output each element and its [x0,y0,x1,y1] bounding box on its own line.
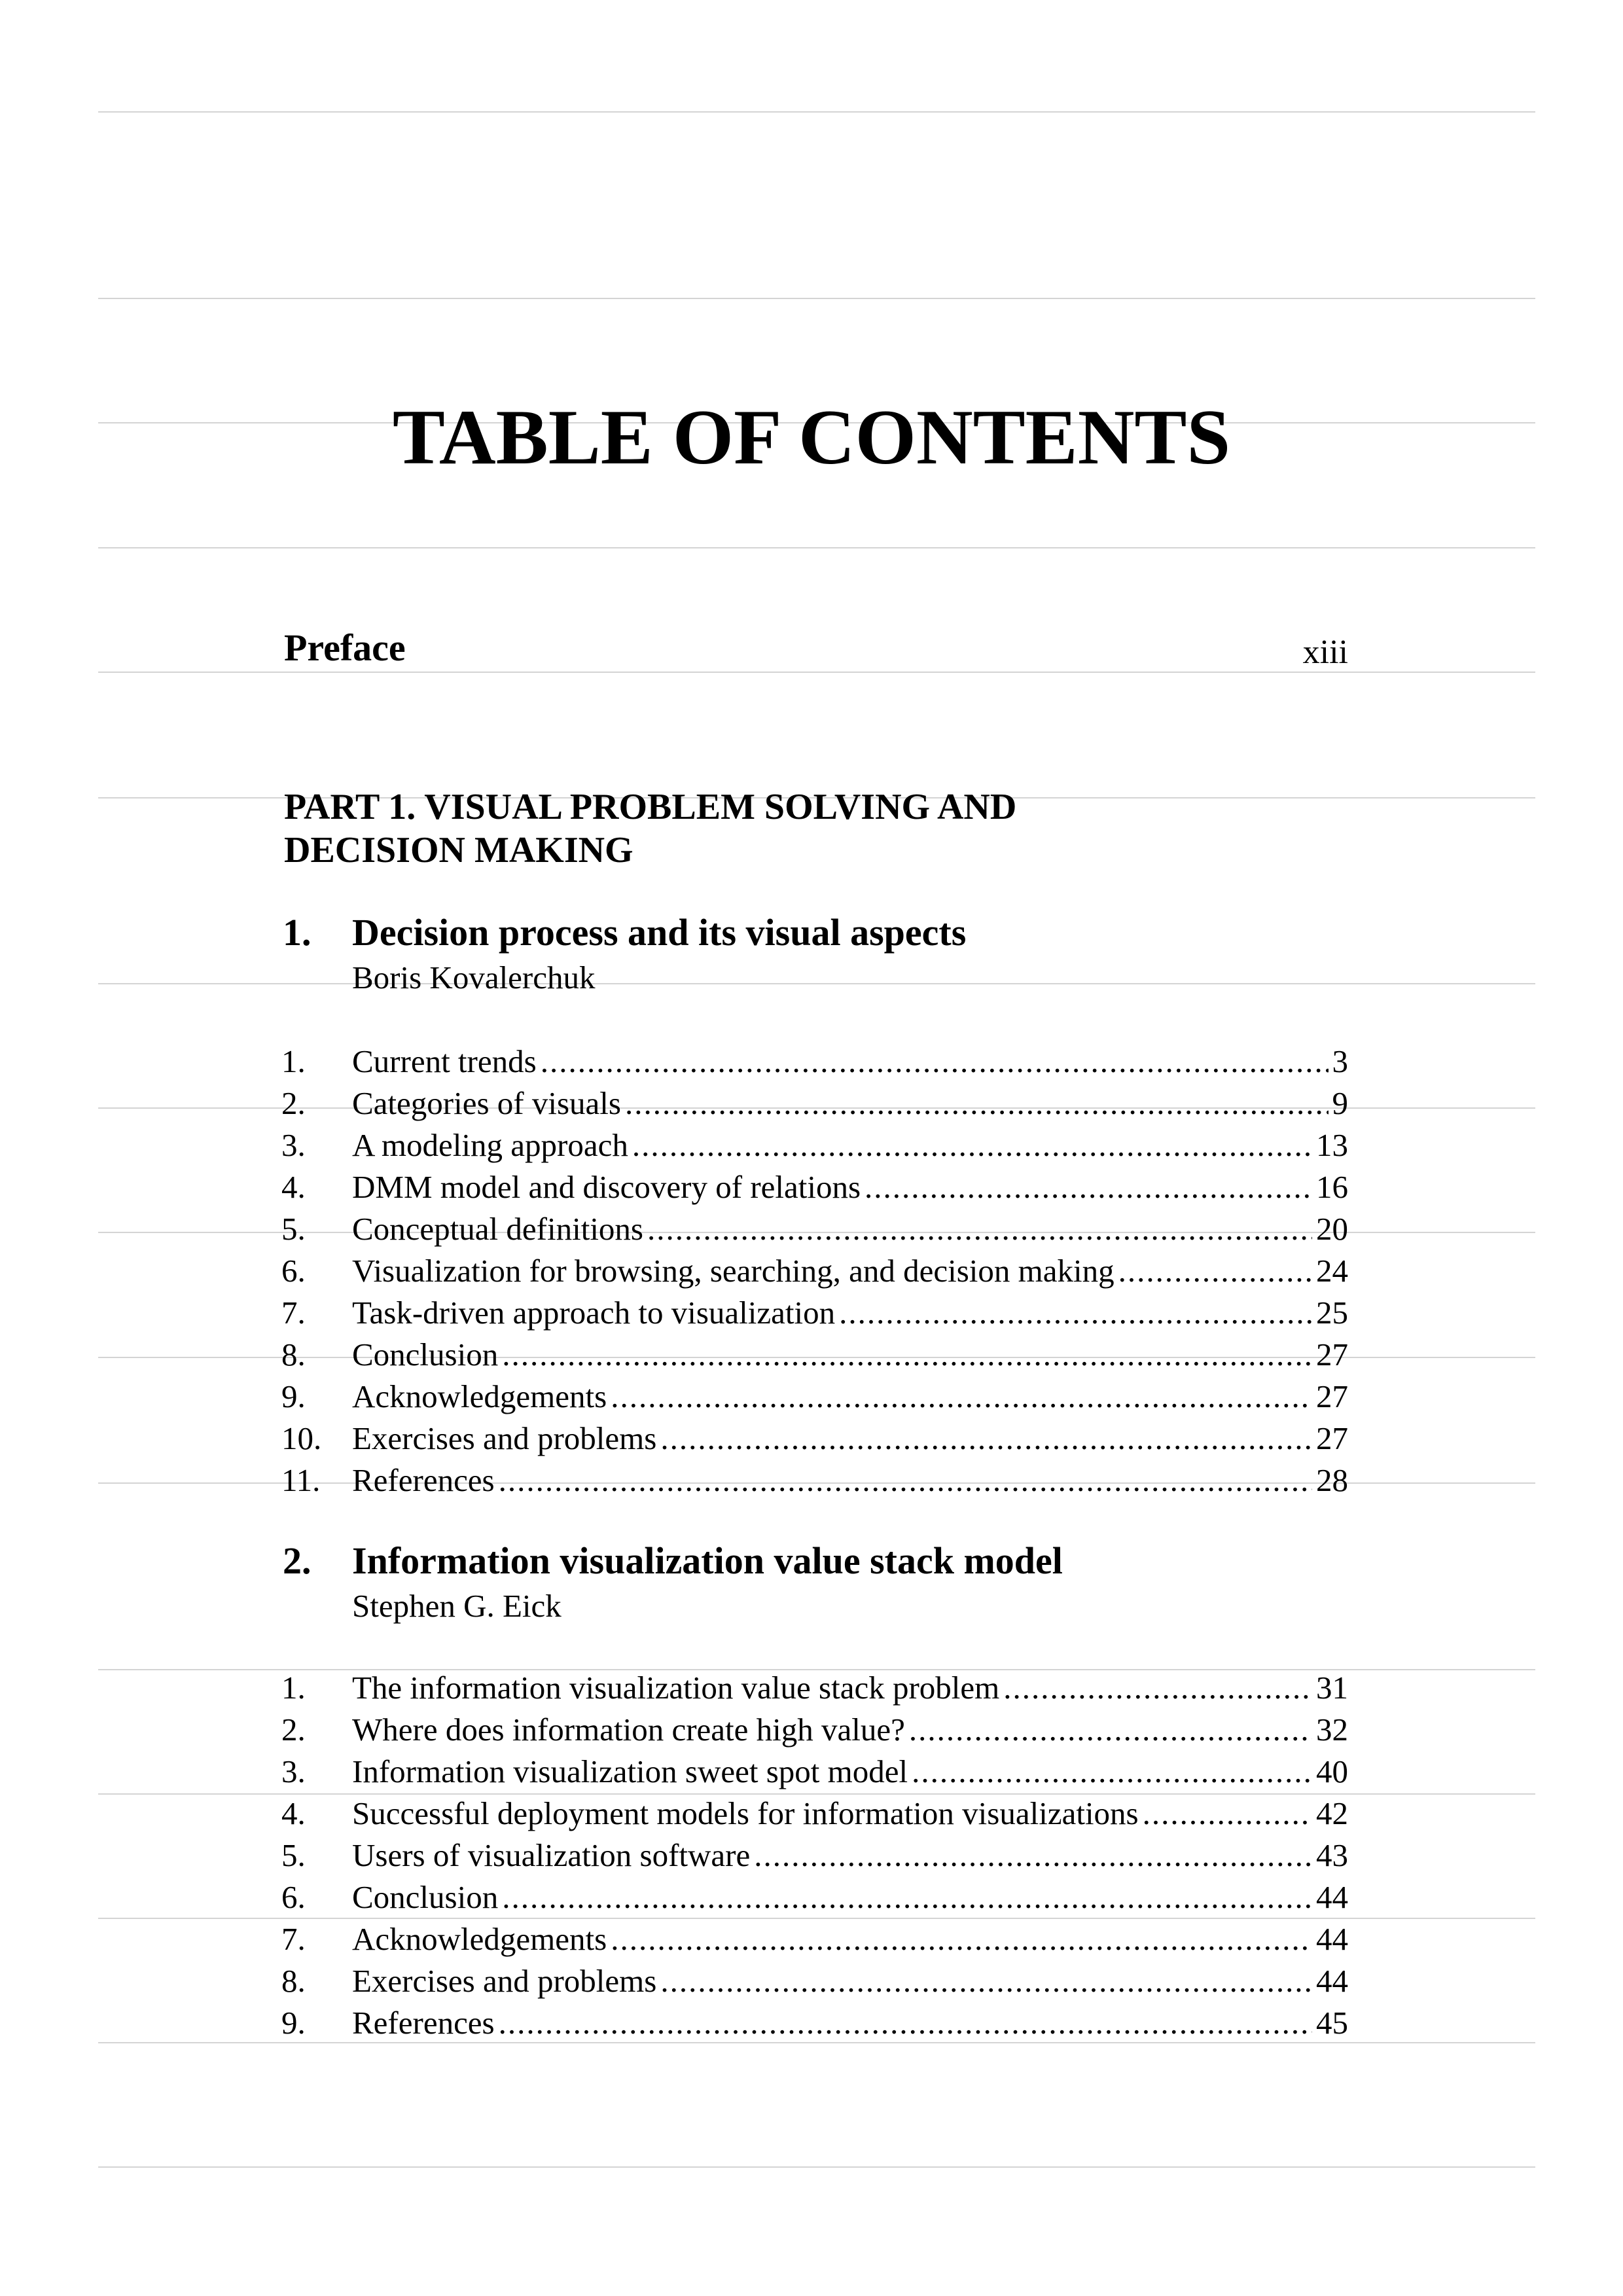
dot-leader [499,1460,1312,1501]
dot-leader [912,1751,1312,1793]
dot-leader [1003,1667,1312,1709]
toc-entry-title: Current trends [352,1043,537,1079]
dot-leader [1143,1793,1312,1835]
dot-leader [660,1418,1312,1460]
divider [98,298,1535,299]
toc-entry-number: 2. [281,1085,306,1121]
toc-entry-number: 11. [281,1462,321,1498]
toc-entry-page-number: 20 [1316,1211,1348,1247]
dot-leader [499,2002,1312,2044]
dot-leader [625,1083,1329,1124]
page-title: TABLE OF CONTENTS [392,393,1231,480]
toc-entry-page-number: 31 [1316,1670,1348,1706]
toc-entry-page-number: 28 [1316,1462,1348,1498]
toc-entry-number: 5. [281,1211,306,1247]
toc-entry[interactable] [281,1418,1348,1460]
toc-entry[interactable] [281,1250,1348,1292]
chapter-1-author: Boris Kovalerchuk [352,960,596,996]
toc-entry[interactable] [281,1667,1348,1709]
toc-entry-number: 8. [281,1336,306,1372]
toc-entry-number: 7. [281,1295,306,1331]
toc-entry-number: 6. [281,1879,306,1915]
dot-leader [632,1124,1312,1166]
toc-entry-number: 3. [281,1127,306,1163]
toc-entry-title: Exercises and problems [352,1963,657,1999]
divider [98,2166,1535,2168]
toc-entry-page-number: 3 [1332,1043,1348,1079]
toc-entry-title: The information visualization value stack problem [352,1670,1000,1706]
toc-entry-page-number: 44 [1316,1879,1348,1915]
divider [98,111,1535,113]
toc-entry[interactable] [281,1124,1348,1166]
toc-entry-page-number: 43 [1316,1837,1348,1873]
toc-entry-title: DMM model and discovery of relations [352,1169,861,1205]
toc-entry-page-number: 25 [1316,1295,1348,1331]
toc-entry-page-number: 40 [1316,1753,1348,1789]
toc-entry[interactable] [281,1835,1348,1876]
toc-entry-number: 7. [281,1921,306,1957]
toc-entry[interactable] [281,1083,1348,1124]
dot-leader [502,1876,1312,1918]
toc-entry-title: Conclusion [352,1336,499,1372]
toc-entry-page-number: 27 [1316,1420,1348,1456]
preface-link[interactable]: Preface [284,626,406,669]
toc-entry-title: Conceptual definitions [352,1211,643,1247]
dot-leader [909,1709,1312,1751]
toc-entry-number: 1. [281,1670,306,1706]
chapter-2-number: 2. [283,1539,312,1582]
toc-entry-title: Acknowledgements [352,1378,607,1414]
part-heading-line-2: DECISION MAKING [284,830,633,870]
toc-entry[interactable] [281,1960,1348,2002]
toc-entry[interactable] [281,1793,1348,1835]
chapter-2-author: Stephen G. Eick [352,1588,562,1624]
toc-entry-title: Users of visualization software [352,1837,751,1873]
toc-entry[interactable] [281,1876,1348,1918]
toc-entry-page-number: 32 [1316,1712,1348,1748]
toc-entry-title: References [352,1462,495,1498]
dot-leader [754,1835,1312,1876]
toc-entry[interactable] [281,1709,1348,1751]
dot-leader [611,1918,1312,1960]
toc-entry[interactable] [281,1208,1348,1250]
toc-entry-title: Task-driven approach to visualization [352,1295,836,1331]
toc-entry-number: 4. [281,1169,306,1205]
toc-entry-title: Where does information create high value? [352,1712,905,1748]
toc-entry-title: Conclusion [352,1879,499,1915]
divider [98,983,1535,984]
chapter-1-title[interactable]: Decision process and its visual aspects [352,911,967,954]
dot-leader [611,1376,1312,1418]
toc-entry[interactable] [281,1918,1348,1960]
toc-entry-page-number: 44 [1316,1921,1348,1957]
toc-entry-title: A modeling approach [352,1127,628,1163]
toc-entry-page-number: 9 [1332,1085,1348,1121]
toc-entry[interactable] [281,1376,1348,1418]
dot-leader [839,1292,1312,1334]
toc-entry-page-number: 27 [1316,1336,1348,1372]
toc-entry-title: Acknowledgements [352,1921,607,1957]
divider [98,547,1535,548]
toc-entry-page-number: 16 [1316,1169,1348,1205]
toc-entry[interactable] [281,1460,1348,1501]
toc-entry-number: 8. [281,1963,306,1999]
toc-entry-number: 5. [281,1837,306,1873]
toc-entry-title: Successful deployment models for information visualizations [352,1795,1139,1831]
part-heading-line-1: PART 1. VISUAL PROBLEM SOLVING AND [284,787,1017,827]
toc-entry-number: 1. [281,1043,306,1079]
toc-entry-number: 2. [281,1712,306,1748]
toc-entry-page-number: 45 [1316,2005,1348,2041]
toc-entry-title: Exercises and problems [352,1420,657,1456]
toc-entry-page-number: 42 [1316,1795,1348,1831]
dot-leader [502,1334,1312,1376]
toc-entry-number: 9. [281,2005,306,2041]
toc-entry-page-number: 24 [1316,1253,1348,1289]
dot-leader [660,1960,1312,2002]
dot-leader [541,1041,1329,1083]
toc-entry-title: Categories of visuals [352,1085,621,1121]
toc-entry-page-number: 13 [1316,1127,1348,1163]
dot-leader [1118,1250,1312,1292]
part-heading [284,785,1016,872]
toc-entry[interactable] [281,1292,1348,1334]
dot-leader [865,1166,1312,1208]
toc-entry-title: References [352,2005,495,2041]
toc-entry-page-number: 27 [1316,1378,1348,1414]
toc-entry-number: 9. [281,1378,306,1414]
preface-page-number: xiii [1302,634,1348,671]
toc-entry-title: Visualization for browsing, searching, and decision making [352,1253,1115,1289]
chapter-1-section-list [281,1041,1348,1501]
dot-leader [647,1208,1312,1250]
chapter-2-title[interactable]: Information visualization value stack model [352,1539,1063,1582]
toc-entry-number: 6. [281,1253,306,1289]
chapter-1-number: 1. [283,911,312,954]
toc-entry-number: 4. [281,1795,306,1831]
toc-entry[interactable] [281,2002,1348,2044]
toc-entry-page-number: 44 [1316,1963,1348,1999]
toc-entry-number: 3. [281,1753,306,1789]
chapter-2-section-list [281,1667,1348,2044]
toc-entry[interactable] [281,1166,1348,1208]
toc-entry[interactable] [281,1751,1348,1793]
toc-entry-title: Information visualization sweet spot model [352,1753,908,1789]
toc-entry[interactable] [281,1041,1348,1083]
toc-entry-number: 10. [281,1420,322,1456]
toc-entry[interactable] [281,1334,1348,1376]
